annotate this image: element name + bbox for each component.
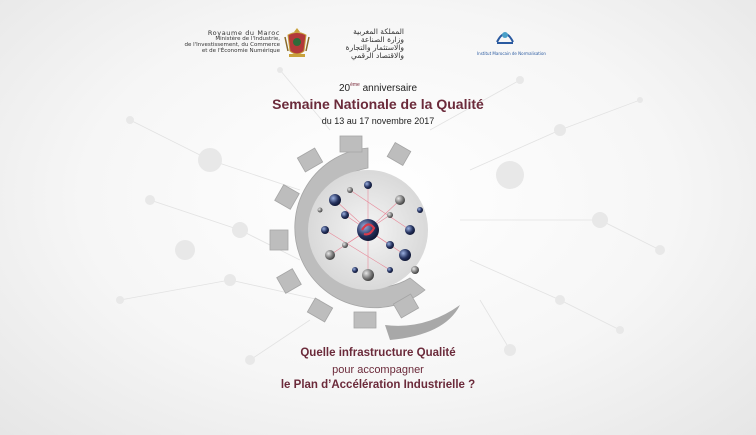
ministry-fr-line: de l'Investissement, du Commerce: [184, 42, 280, 48]
event-title: Semaine Nationale de la Qualité: [272, 96, 484, 112]
anniversary-line: [0, 82, 756, 94]
anniversary-label: anniversaire: [362, 83, 418, 94]
ministry-fr-line: Royaume du Maroc: [207, 29, 280, 37]
anniversary-number: 20: [338, 83, 351, 94]
question-line-1: Quelle infrastructure Qualité: [300, 347, 456, 359]
moroccan-coat-of-arms-icon: [283, 27, 311, 59]
ministry-fr-line: Ministère de l'Industrie,: [215, 36, 280, 42]
ministry-ar-line: المملكة المغربية: [353, 27, 404, 36]
partner-logo-icon: [493, 26, 517, 46]
quality-gear-icon: [250, 130, 490, 350]
ministry-ar-line: والاستثمار والتجارة: [345, 43, 404, 52]
question-line-3: le Plan d’Accélération Industrielle ?: [280, 379, 476, 391]
event-dates: du 13 au 17 novembre 2017: [321, 116, 435, 126]
anniversary-suffix: ème: [350, 82, 360, 88]
ministry-name-fr: [180, 30, 280, 54]
partner-logo-text: Institut Marocain de Normalisation: [477, 51, 546, 56]
partner-logo: [477, 26, 546, 62]
ministry-ar-line: وزارة الصناعة: [360, 35, 404, 44]
ministry-name-ar: [314, 28, 404, 60]
ministry-fr-line: et de l'Économie Numérique: [201, 48, 280, 54]
ministry-ar-line: والاقتصاد الرقمي: [350, 51, 404, 60]
question-line-2: pour accompagner: [332, 364, 424, 376]
